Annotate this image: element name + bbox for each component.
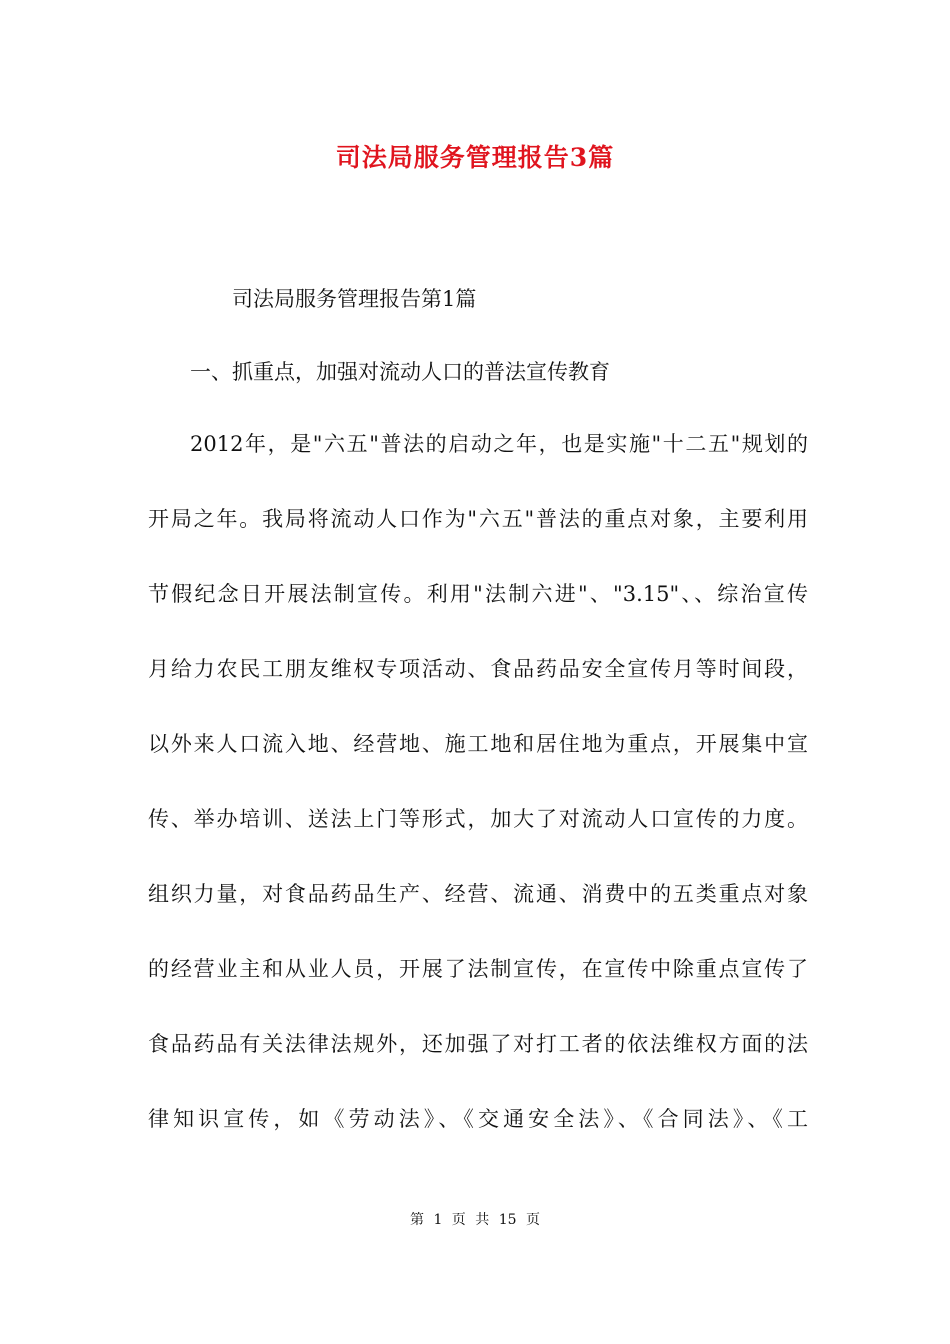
body-line: 月给力农民工朋友维权专项活动、食品药品安全宣传月等时间段，	[148, 657, 808, 681]
page-number-footer: 第 1 页 共 15 页	[410, 1212, 540, 1228]
body-line: 食品药品有关法律法规外，还加强了对打工者的依法维权方面的法	[148, 1032, 808, 1056]
body-line: 节假纪念日开展法制宣传。利用"法制六进"、"3.15"、、综治宣传	[148, 582, 808, 606]
body-line: 组织力量，对食品药品生产、经营、流通、消费中的五类重点对象	[148, 882, 808, 906]
body-line: 以外来人口流入地、经营地、施工地和居住地为重点，开展集中宣	[148, 732, 808, 756]
section-heading: 一、抓重点，加强对流动人口的普法宣传教育	[190, 360, 610, 384]
body-line: 的经营业主和从业人员，开展了法制宣传，在宣传中除重点宣传了	[148, 957, 808, 981]
body-line: 传、举办培训、送法上门等形式，加大了对流动人口宣传的力度。	[148, 807, 808, 831]
document-subtitle: 司法局服务管理报告第1篇	[232, 287, 477, 311]
document-title: 司法局服务管理报告3篇	[335, 143, 615, 172]
body-line: 开局之年。我局将流动人口作为"六五"普法的重点对象，主要利用	[148, 507, 808, 531]
body-line: 2012年，是"六五"普法的启动之年，也是实施"十二五"规划的	[190, 432, 808, 456]
body-line: 律知识宣传，如《劳动法》、《交通安全法》、《合同法》、《工	[148, 1107, 808, 1131]
